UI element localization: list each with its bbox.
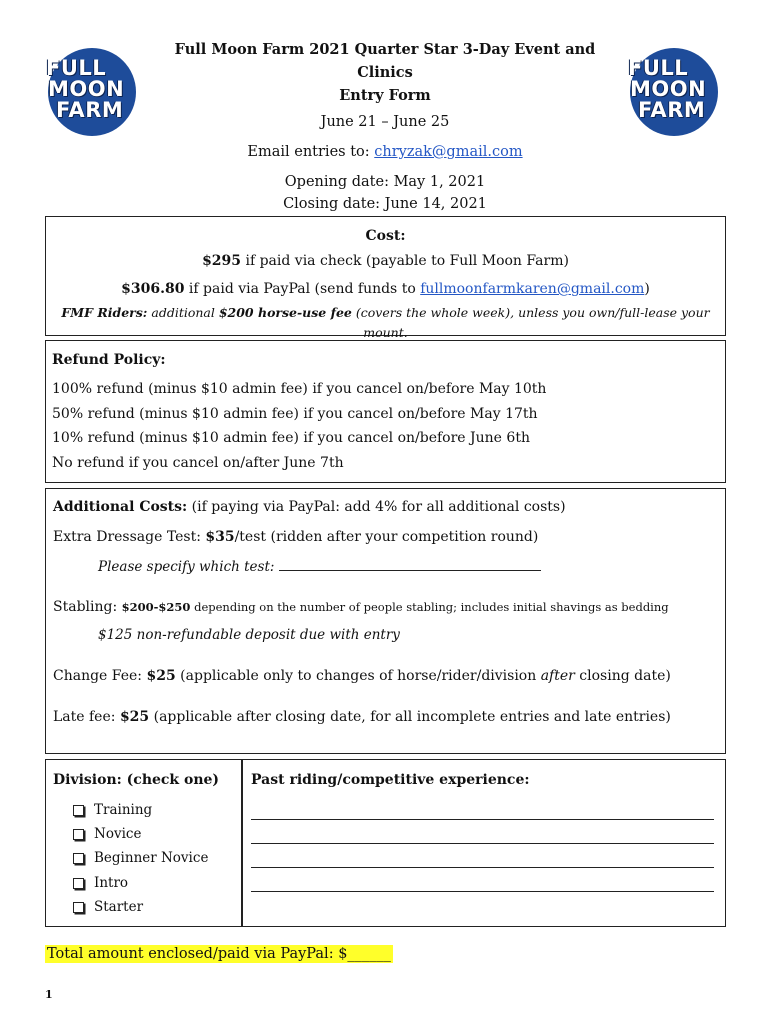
dressage-test-field[interactable]: [279, 558, 541, 571]
checkbox-icon[interactable]: [73, 805, 84, 816]
experience-heading: Past riding/competitive experience:: [251, 772, 530, 788]
form-title: Full Moon Farm 2021 Quarter Star 3-Day Event and Clinics: [174, 41, 596, 81]
late-fee-line: Late fee: $25 (applicable after closing date, for all incomplete entries and late entries): [53, 709, 671, 725]
checkbox-icon[interactable]: [73, 829, 84, 840]
stabling-line: Stabling: $200-$250 depending on the number of people stabling; includes initial shavings as bedding: [53, 599, 669, 615]
division-option-beginner-novice[interactable]: Beginner Novice: [73, 846, 208, 870]
total-amount-blank[interactable]: ______: [347, 946, 391, 962]
additional-costs-section: [45, 488, 726, 754]
checkbox-icon[interactable]: [73, 853, 84, 864]
paypal-email-link[interactable]: fullmoonfarmkaren@gmail.com: [420, 281, 645, 297]
refund-heading: Refund Policy:: [52, 352, 166, 368]
logo-wordmark: FULL MOON FARM: [628, 56, 707, 122]
division-option-starter[interactable]: Starter: [73, 895, 208, 919]
refund-line: 100% refund (minus $10 admin fee) if you cancel on/before May 10th: [52, 381, 547, 397]
opening-date: Opening date: May 1, 2021: [284, 174, 486, 190]
cost-paypal-line: $306.80 if paid via PayPal (send funds to fullmoonfarmkaren@gmail.com): [121, 281, 650, 297]
cost-heading: Cost:: [365, 228, 406, 244]
division-option-novice[interactable]: Novice: [73, 822, 208, 846]
closing-date: Closing date: June 14, 2021: [283, 196, 487, 212]
column-divider: [241, 760, 243, 926]
experience-line[interactable]: [251, 796, 714, 820]
division-experience-section: [45, 759, 726, 927]
logo-wordmark: FULL MOON FARM: [46, 56, 125, 122]
farm-logo-left: [48, 48, 136, 136]
dressage-line: Extra Dressage Test: $35/test (ridden after your competition round): [53, 529, 539, 545]
checkbox-icon[interactable]: [73, 878, 84, 889]
division-option-training[interactable]: Training: [73, 798, 208, 822]
page-number: 1: [45, 988, 53, 1001]
experience-line[interactable]: [251, 820, 714, 844]
change-fee-line: Change Fee: $25 (applicable only to changes of horse/rider/division after closing date): [53, 668, 671, 684]
form-subtitle: Entry Form: [339, 87, 431, 104]
refund-policy-section: [45, 340, 726, 483]
event-dates: June 21 – June 25: [320, 114, 450, 130]
refund-line: 10% refund (minus $10 admin fee) if you cancel on/before June 6th: [52, 430, 530, 446]
cost-check-line: $295 if paid via check (payable to Full Moon Farm): [202, 253, 569, 269]
dressage-specify-line: Please specify which test:: [98, 558, 541, 575]
refund-line: 50% refund (minus $10 admin fee) if you cancel on/before May 17th: [52, 405, 538, 422]
division-options: [73, 798, 208, 919]
total-amount-line[interactable]: Total amount enclosed/paid via PayPal: $______: [47, 946, 391, 962]
form-header: [150, 38, 620, 215]
stabling-deposit-line: $125 non-refundable deposit due with entry: [98, 627, 400, 643]
email-link[interactable]: chryzak@gmail.com: [374, 144, 523, 160]
checkbox-icon[interactable]: [73, 902, 84, 913]
experience-line[interactable]: [251, 868, 714, 892]
division-heading: Division: (check one): [53, 772, 220, 788]
email-line: Email entries to: chryzak@gmail.com: [247, 144, 523, 160]
additional-heading-line: Additional Costs: (if paying via PayPal: add 4% for all additional costs): [53, 499, 566, 515]
fmf-riders-note: FMF Riders: additional $200 horse-use fee (covers the whole week), unless you own/full-lease your mount.: [61, 305, 710, 340]
farm-logo-right: [630, 48, 718, 136]
cost-section: [45, 216, 726, 340]
experience-line[interactable]: [251, 844, 714, 868]
division-option-intro[interactable]: Intro: [73, 871, 208, 895]
refund-line: No refund if you cancel on/after June 7th: [52, 454, 344, 471]
experience-lines[interactable]: [251, 796, 714, 892]
